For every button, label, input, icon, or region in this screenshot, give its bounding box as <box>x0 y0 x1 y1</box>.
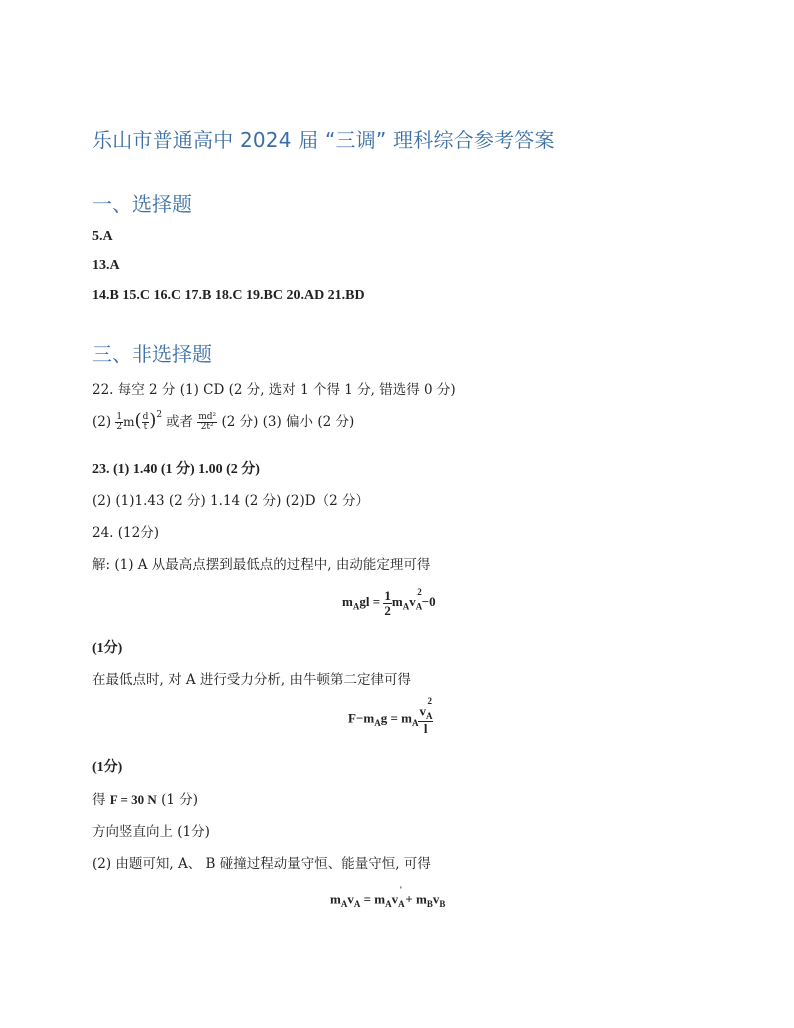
document-title: 乐山市普通高中 2024 届 “三调” 理科综合参考答案 <box>92 128 555 152</box>
formula-kinetic-1: $\frac{1}{2}$ m( $\frac{d}{t}$ )$^2$ <box>116 410 163 432</box>
q24-direction: 方向竖直向上 (1分) <box>92 824 210 840</box>
answer-line-1: 5.A <box>92 229 113 244</box>
answer-line-3: 14.B 15.C 16.C 17.B 18.C 19.BC 20.AD 21.BD <box>92 288 365 303</box>
q22-part2-score: (2 分) (3) 偏小 (2 分) <box>221 414 355 430</box>
q22-part2-label: (2) <box>92 414 112 430</box>
answer-line-2: 13.A <box>92 258 120 273</box>
q24-solution-1: 解: (1) A 从最高点摆到最低点的过程中, 由动能定理可得 <box>92 557 431 573</box>
result-score: (1 分) <box>161 792 199 808</box>
formula-kinetic-2: $\frac{\text{md²}}{\text{2t²}}$ <box>198 411 217 432</box>
result-prefix: 得 <box>92 792 106 808</box>
q22-or-word: 或者 <box>165 414 193 430</box>
equation-energy: $m_Agl$ = $\frac{1}{2}$ $m_Av_A^2-0$ <box>342 586 436 618</box>
score-2: (1分) <box>92 760 123 775</box>
q22-line-2 <box>92 410 354 432</box>
q22-line-1: 22. 每空 2 分 (1) CD (2 分, 选对 1 个得 1 分, 错选得 0 分) <box>92 382 456 398</box>
q24-solution-2: 在最低点时, 对 A 进行受力分析, 由牛顿第二定律可得 <box>92 672 411 688</box>
section-heading-nonchoice: 三、非选择题 <box>92 342 212 366</box>
q23-line-1: 23. (1) 1.40 (1 分) 1.00 (2 分) <box>92 462 260 477</box>
q24-heading: 24. (12分) <box>92 525 159 541</box>
q24-part2: (2) 由题可知, A、 B 碰撞过程动量守恒、能量守恒, 可得 <box>92 856 431 872</box>
score-1: (1分) <box>92 641 123 656</box>
equation-momentum: $m_Av_A = m_Av_A' + m_Bv_B$ <box>330 885 446 909</box>
section-heading-choice: 一、选择题 <box>92 192 192 216</box>
q23-line-2: (2) (1)1.43 (2 分) 1.14 (2 分) (2)D（2 分） <box>92 493 369 509</box>
equation-newton: $F-m_Ag = m_A$ $\frac{v_A^2}{l}$ <box>348 696 433 737</box>
result-value: F = 30 N <box>109 792 157 807</box>
q24-result <box>92 788 198 808</box>
